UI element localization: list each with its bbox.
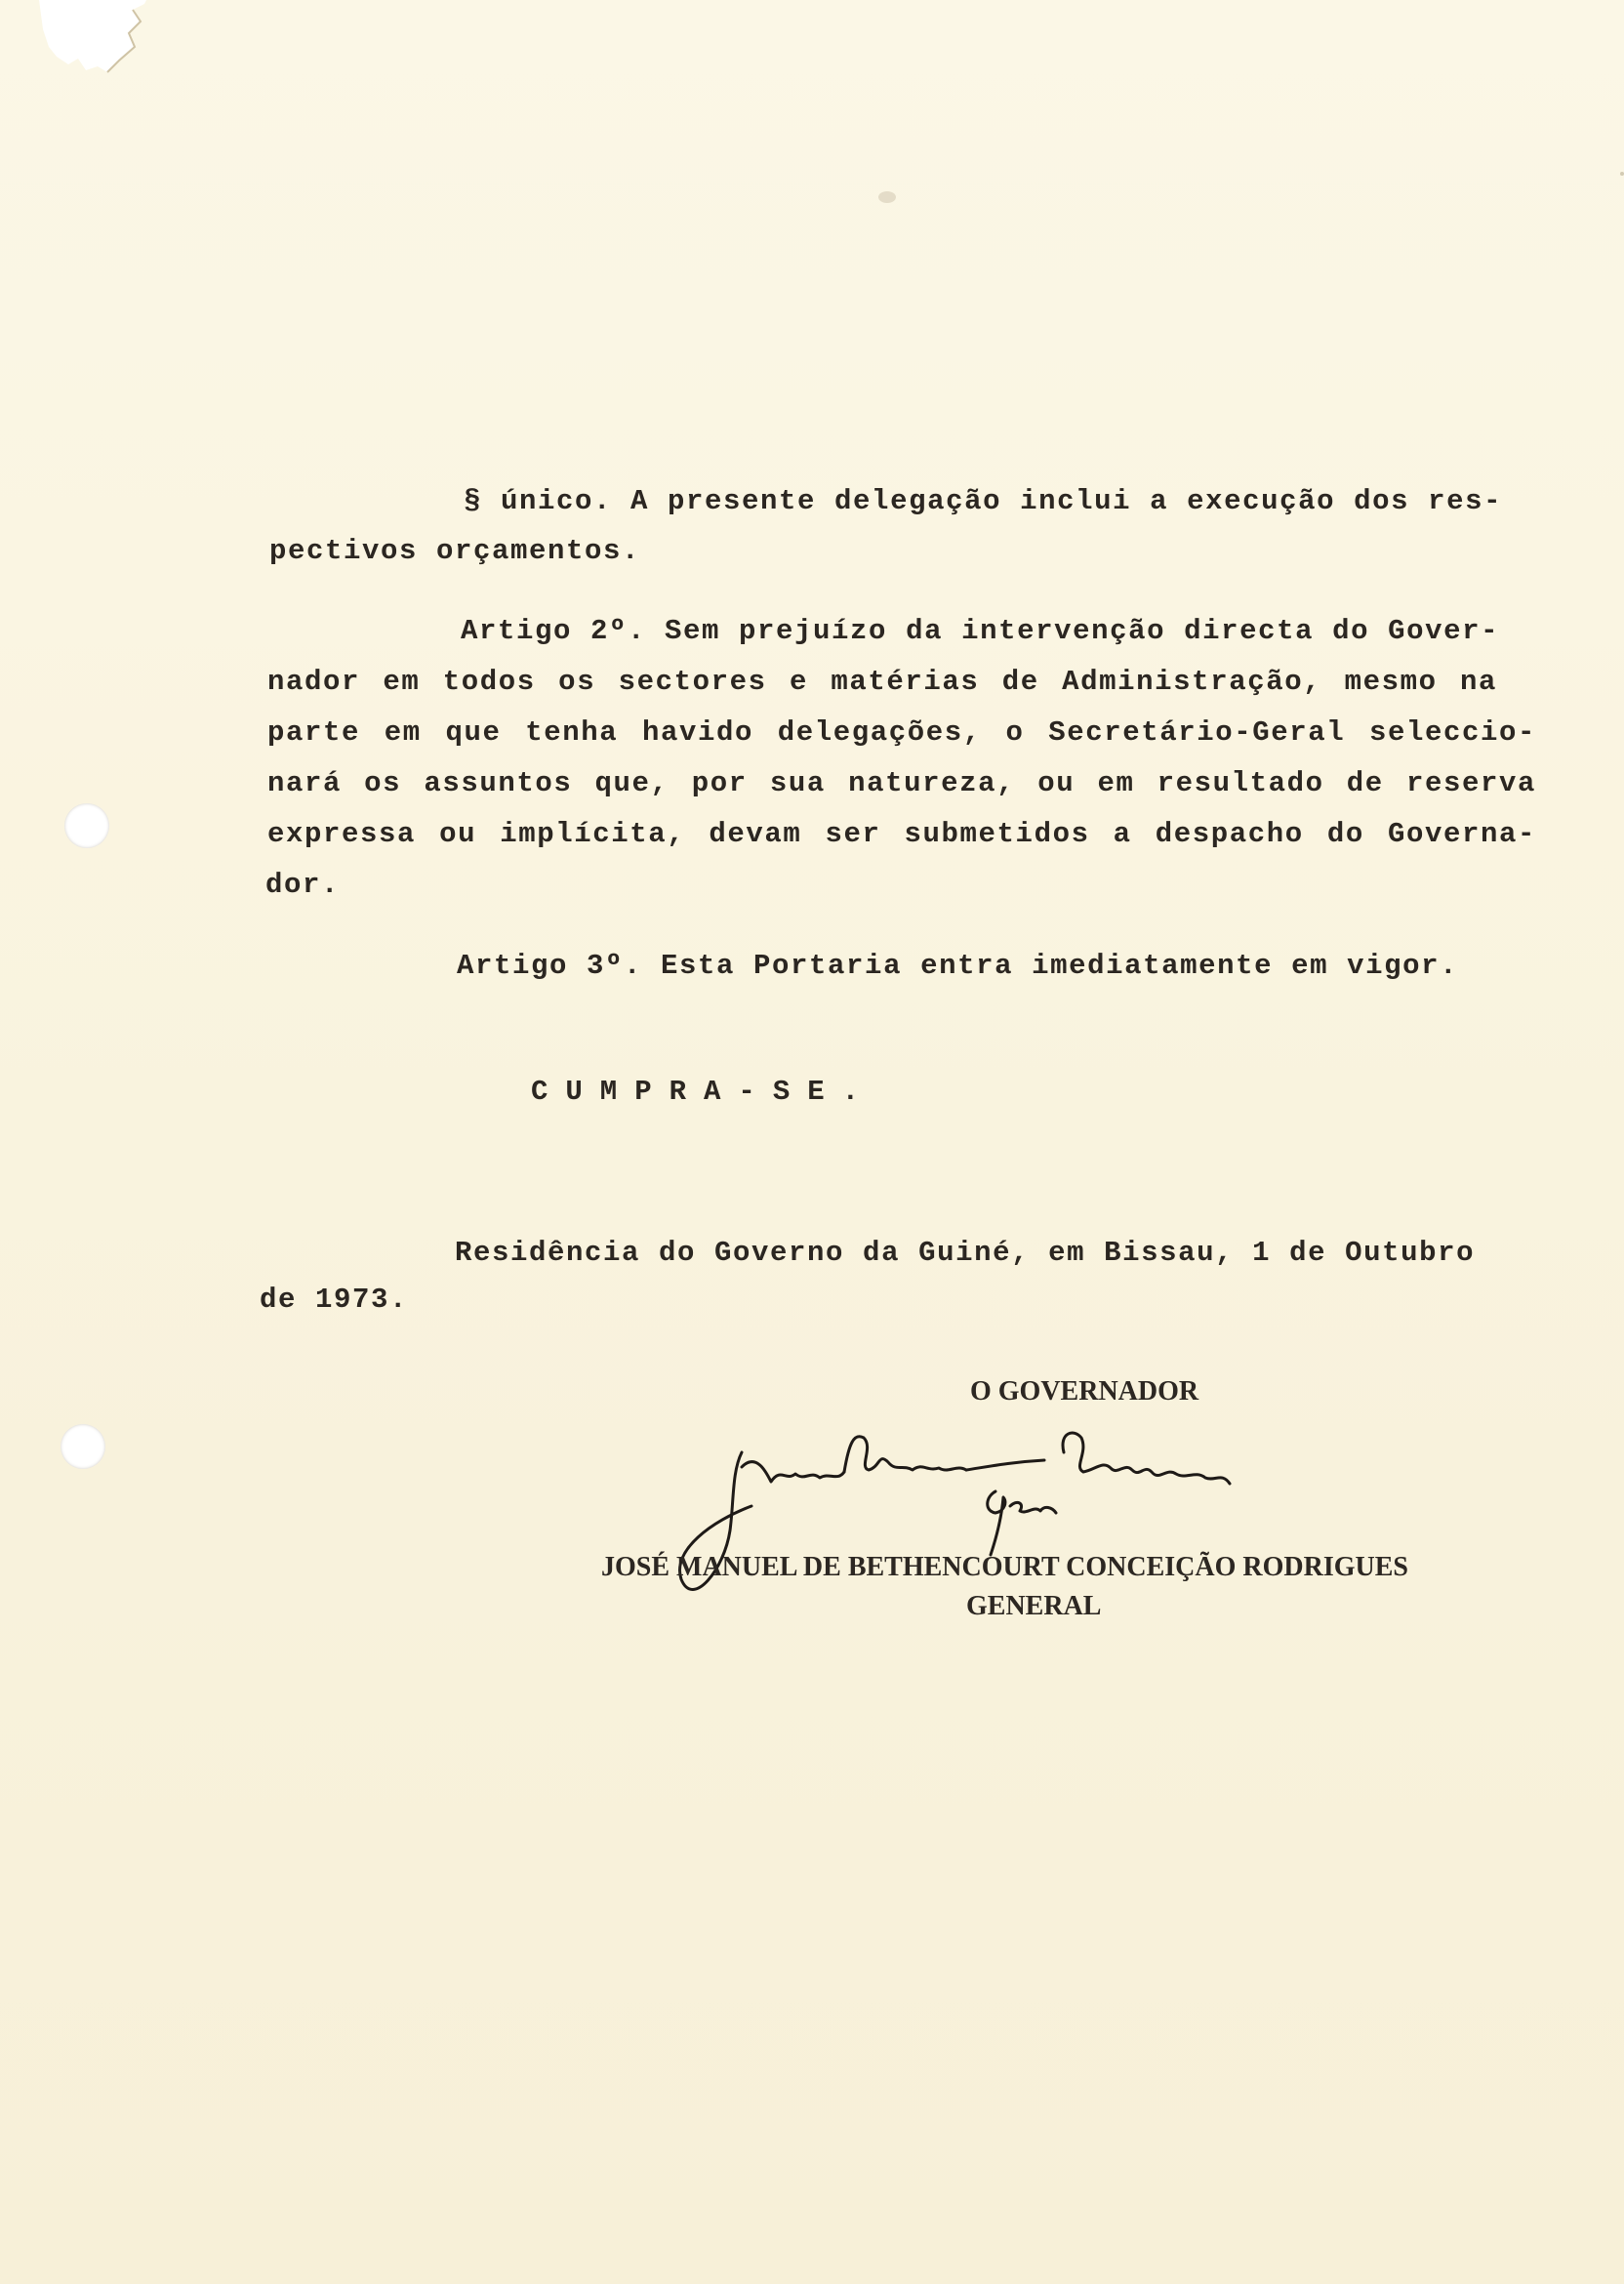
cumpra-se: CUMPRA-SE. bbox=[531, 1076, 877, 1108]
paper-speck bbox=[878, 191, 896, 203]
paragraph-unico-line-1: § único. A presente delegação inclui a execução dos res- bbox=[464, 485, 1503, 517]
artigo-2-line-4: nará os assuntos que, por sua natureza, ou em resultado de reserva bbox=[267, 767, 1536, 799]
artigo-2-line-2: nador em todos os sectores e matérias de Administração, mesmo na bbox=[267, 666, 1497, 698]
artigo-3-line: Artigo 3º. Esta Portaria entra imediatamente em vigor. bbox=[457, 950, 1459, 982]
artigo-2-line-5: expressa ou implícita, devam ser submetidos a despacho do Governa- bbox=[267, 818, 1536, 850]
date-line-1: Residência do Governo da Guiné, em Bissau, 1 de Outubro bbox=[455, 1237, 1476, 1269]
signatory-office: O GOVERNADOR bbox=[970, 1376, 1199, 1407]
paragraph-unico-line-2: pectivos orçamentos. bbox=[269, 535, 641, 567]
punch-hole-upper bbox=[64, 803, 109, 848]
artigo-2-line-1: Artigo 2º. Sem prejuízo da intervenção directa do Gover- bbox=[461, 615, 1500, 647]
artigo-2-line-6: dor. bbox=[265, 869, 341, 901]
artigo-2-line-3: parte em que tenha havido delegações, o Secretário-Geral seleccio- bbox=[267, 716, 1536, 749]
date-line-2: de 1973. bbox=[260, 1284, 409, 1316]
signatory-name: JOSÉ MANUEL DE BETHENCOURT CONCEIÇÃO RODRIGUES bbox=[601, 1552, 1408, 1582]
paper-speck bbox=[1620, 172, 1624, 176]
signatory-rank: GENERAL bbox=[966, 1591, 1102, 1621]
punch-hole-lower bbox=[61, 1424, 105, 1469]
torn-corner bbox=[39, 0, 146, 76]
